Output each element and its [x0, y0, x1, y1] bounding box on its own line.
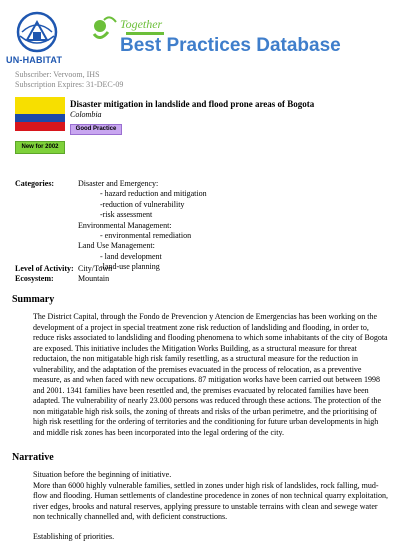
summary-paragraph: The District Capital, through the Fondo de Prevencion y Atencion de Emergencias has been working on the development of a project in special treatment zone risk reduction of landsliding and flooding, in order to, reduce risks associated to landsliding and flooding phenomena to which some inhabitants of the city of Bogota are exposed. This initiative includes the Mitigation Works Building, as a structural measure for threat reductaion, the non mitigatable high risk family resettling, as a structural measure for the reduction in vulnerability, and the adaptation of the premises evacuated in the process of relocation, as a preventive measure, as and when faced with new occupations. 87 mitigation works have been carried out between 1998 and 2001. 1341 families have been resettled and, the premises evacuated by relocated families have been adapted. The vulnerability of nearly 23.000 persons was reduced through these actions. The protection of the non mitigatable high risk soils, the zoning of threats and risks of the urban perimetre, and the prioritising of high risk resettling for the ordering of territories and the conditioning for future urban developments in high and middle risk zones has been incorporated into the legal ordering of the city.	[33, 312, 388, 437]
practice-country: Colombia	[70, 110, 102, 119]
categories-label: Categories:	[15, 179, 55, 188]
un-habitat-logo-text: UN-HABITAT	[6, 55, 63, 65]
category-item: - environmental remediation	[100, 231, 192, 241]
level-of-activity-value: City/Town	[78, 264, 113, 273]
level-of-activity-label: Level of Activity:	[15, 264, 74, 273]
ecosystem-value: Mountain	[78, 274, 110, 283]
flag-stripe-yellow	[15, 97, 65, 114]
flag-stripe-blue	[15, 114, 65, 122]
database-title: Best Practices Database	[120, 35, 341, 56]
category-item: - hazard reduction and mitigation	[100, 189, 207, 199]
summary-text	[33, 312, 388, 438]
narrative-paragraph: Situation before the beginning of initiative.	[33, 470, 172, 479]
flag-stripe-red	[15, 122, 65, 131]
colombia-flag	[15, 97, 65, 131]
category-item: -risk assessment	[100, 210, 153, 220]
category-item: Environmental Management:	[78, 220, 172, 230]
narrative-paragraph: Establishing of priorities.	[33, 531, 115, 541]
good-practice-badge: Good Practice	[70, 124, 122, 135]
new-for-2002-badge: New for 2002	[15, 141, 65, 154]
summary-heading: Summary	[12, 294, 55, 305]
narrative-text	[33, 470, 388, 542]
categories-list	[78, 179, 207, 273]
ecosystem-label: Ecosystem:	[15, 274, 54, 283]
category-item: - land development	[100, 251, 162, 261]
narrative-heading: Narrative	[12, 452, 54, 463]
category-item: -reduction of vulnerability	[100, 199, 185, 209]
narrative-paragraph: More than 6000 highly vulnerable families, settled in zones under high risk of landslides, rock falling, mud-flow and flooding. Human settlements of clandestine procedence in zones of non technical quarry exploitation, river edges, brooks and natural reserves, applying pressure to unstable terrains with clean and sewege water non technically channelled and, with deficient constructions.	[33, 480, 388, 521]
category-item: Land Use Management:	[78, 241, 155, 251]
category-item: Disaster and Emergency:	[78, 179, 159, 188]
category-item: -land-use planning	[100, 262, 160, 272]
together-logo-text: Together	[120, 17, 163, 31]
un-habitat-logo	[14, 10, 60, 54]
subscriber-line: Subscriber: Vervoom, IHS	[15, 70, 100, 79]
subscription-expiry-line: Subscription Expires: 31-DEC-09	[15, 80, 124, 89]
practice-title: Disaster mitigation in landslide and flood prone areas of Bogota	[70, 99, 315, 109]
